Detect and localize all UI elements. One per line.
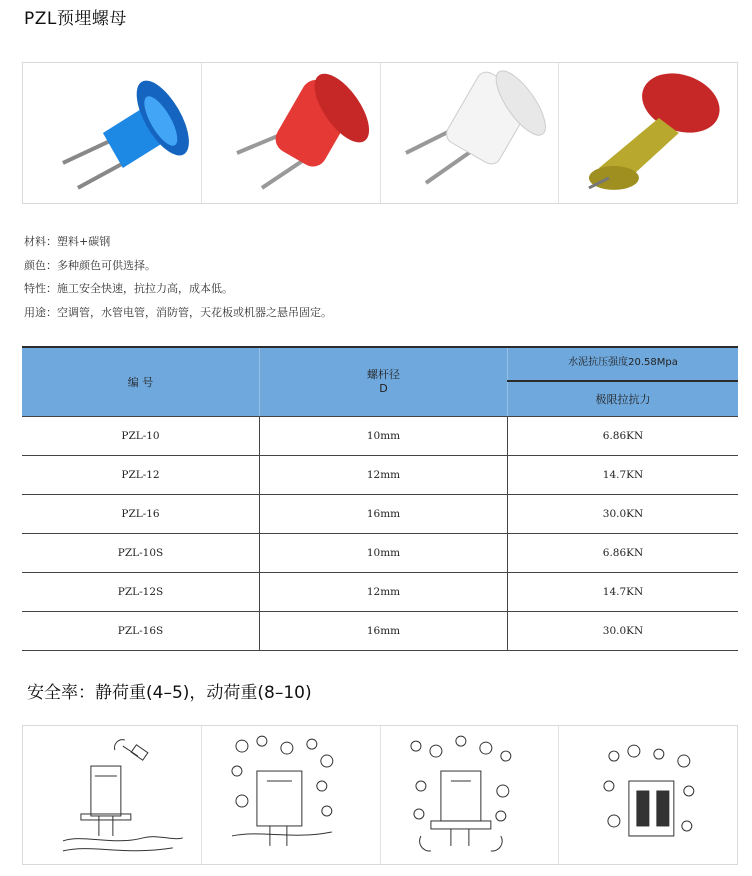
header-code: 编 号 bbox=[22, 347, 260, 417]
page-title: PZL预埋螺母 bbox=[24, 9, 127, 29]
cell-code: PZL-12S bbox=[22, 573, 260, 612]
cell-diameter: 10mm bbox=[260, 417, 508, 456]
cell-code: PZL-10 bbox=[22, 417, 260, 456]
install-diagram-2 bbox=[202, 726, 381, 864]
spec-table bbox=[22, 346, 738, 651]
spec-usage: 用途：空调管，水管电管，消防管，天花板或机器之悬吊固定。 bbox=[24, 305, 332, 319]
product-photo-strip bbox=[22, 62, 738, 204]
install-diagram-4 bbox=[559, 726, 737, 864]
spec-material: 材料：塑料+碳钢 bbox=[24, 235, 111, 248]
cell-diameter: 12mm bbox=[260, 456, 508, 495]
header-diameter-label: 螺杆径 bbox=[367, 368, 400, 381]
spec-feature: 特性：施工安全快速，抗拉力高，成本低。 bbox=[24, 282, 233, 295]
header-diameter-sub: D bbox=[379, 382, 388, 395]
table-row bbox=[22, 417, 738, 456]
safety-heading: 安全率：静荷重(4–5)，动荷重(8–10) bbox=[27, 683, 312, 703]
product-photo-white bbox=[381, 63, 560, 203]
cell-code: PZL-12 bbox=[22, 456, 260, 495]
table-row bbox=[22, 495, 738, 534]
install-diagram-3 bbox=[381, 726, 560, 864]
header-force: 极限拉抗力 bbox=[508, 381, 739, 417]
cell-diameter: 16mm bbox=[260, 612, 508, 651]
cell-code: PZL-10S bbox=[22, 534, 260, 573]
product-photo-red-gold bbox=[559, 63, 737, 203]
cell-diameter: 16mm bbox=[260, 495, 508, 534]
product-photo-blue bbox=[23, 63, 202, 203]
cell-force: 6.86KN bbox=[508, 417, 739, 456]
table-row bbox=[22, 534, 738, 573]
header-group bbox=[508, 347, 739, 381]
spec-color: 颜色：多种颜色可供选择。 bbox=[24, 258, 156, 272]
install-diagram-strip bbox=[22, 725, 738, 865]
cell-force: 6.86KN bbox=[508, 534, 739, 573]
cell-force: 14.7KN bbox=[508, 573, 739, 612]
install-diagram-1 bbox=[23, 726, 202, 864]
cell-code: PZL-16 bbox=[22, 495, 260, 534]
table-row bbox=[22, 573, 738, 612]
cell-force: 14.7KN bbox=[508, 456, 739, 495]
cell-code: PZL-16S bbox=[22, 612, 260, 651]
header-diameter bbox=[260, 347, 508, 417]
table-row bbox=[22, 456, 738, 495]
table-row bbox=[22, 612, 738, 651]
cell-diameter: 12mm bbox=[260, 573, 508, 612]
cell-diameter: 10mm bbox=[260, 534, 508, 573]
spec-list bbox=[24, 230, 332, 324]
header-group-label: 水泥抗压强度20.58Mpa bbox=[568, 357, 678, 368]
cell-force: 30.0KN bbox=[508, 612, 739, 651]
cell-force: 30.0KN bbox=[508, 495, 739, 534]
product-photo-red bbox=[202, 63, 381, 203]
